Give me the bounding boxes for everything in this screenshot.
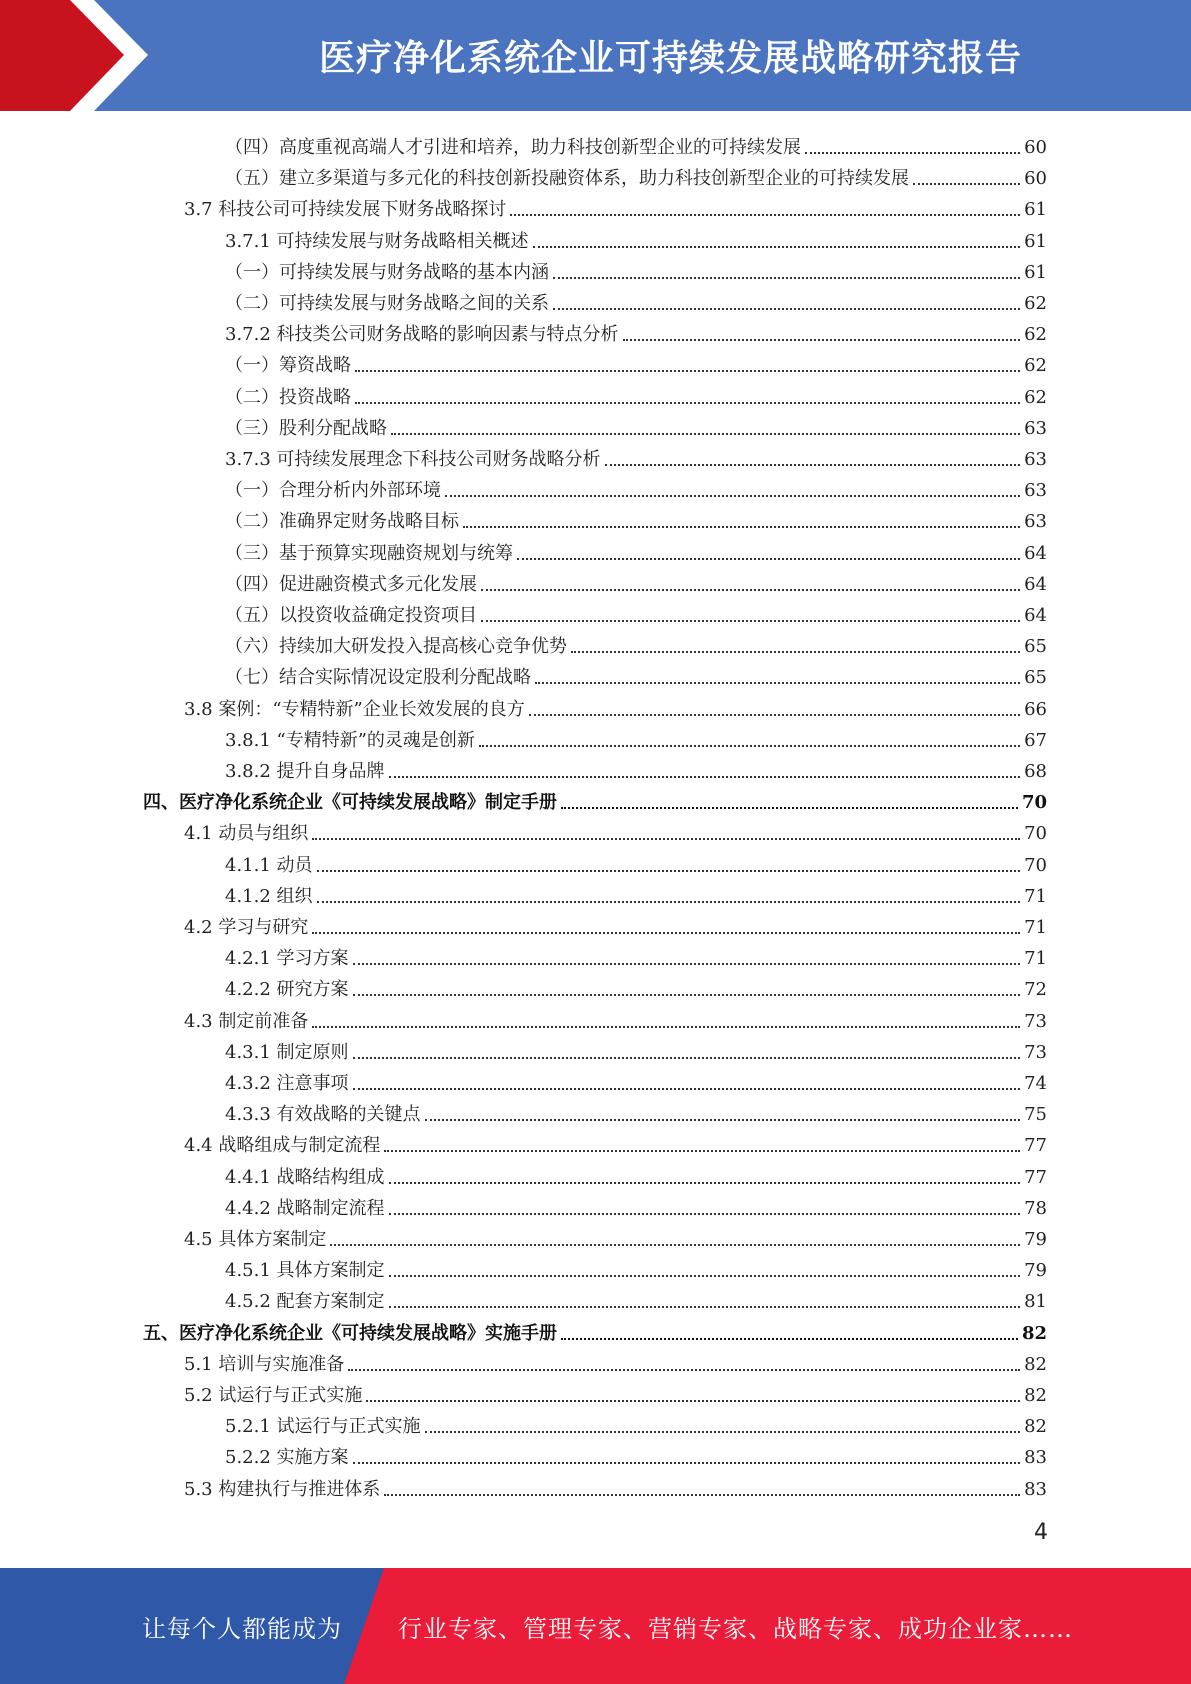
toc-entry-title: 4.3.3 有效战略的关键点 — [225, 1104, 421, 1126]
toc-entry-title: 3.7 科技公司可持续发展下财务战略探讨 — [184, 199, 507, 221]
toc-entry-title: 4.1.2 组织 — [225, 885, 313, 907]
toc-entry[interactable] — [225, 1189, 1047, 1220]
toc-entry[interactable] — [225, 253, 1047, 284]
toc-leader-dots — [355, 401, 1020, 404]
toc-entry-title: 3.8.1 “专精特新”的灵魂是创新 — [225, 729, 475, 751]
toc-entry-title: （一）可持续发展与财务战略的基本内涵 — [225, 261, 549, 283]
toc-entry[interactable] — [225, 440, 1047, 471]
toc-entry[interactable] — [225, 346, 1047, 377]
toc-entry-title: 4.4.1 战略结构组成 — [225, 1166, 385, 1188]
toc-leader-dots — [425, 1430, 1021, 1433]
toc-leader-dots — [389, 1181, 1021, 1184]
toc-leader-dots — [366, 1399, 1020, 1402]
toc-entry-title: （四）促进融资模式多元化发展 — [225, 573, 477, 595]
toc-entry-title: 5.1 培训与实施准备 — [184, 1353, 345, 1375]
toc-leader-dots — [384, 1149, 1020, 1152]
toc-entry[interactable] — [225, 534, 1047, 565]
toc-entry-title: （六）持续加大研发投入提高核心竞争优势 — [225, 636, 567, 658]
toc-entry-page: 64 — [1024, 542, 1047, 564]
toc-leader-dots — [533, 245, 1021, 248]
toc-entry-page: 62 — [1024, 293, 1047, 314]
toc-entry-page: 75 — [1024, 1104, 1047, 1126]
toc-entry[interactable] — [184, 1470, 1047, 1501]
toc-entry-page: 61 — [1024, 199, 1047, 221]
toc-entry[interactable] — [225, 128, 1047, 159]
toc-entry-title: 4.2.1 学习方案 — [225, 948, 349, 970]
toc-entry-page: 77 — [1024, 1135, 1047, 1157]
toc-entry-title: 3.8 案例：“专精特新”企业长效发展的良方 — [184, 698, 525, 720]
toc-leader-dots — [517, 557, 1020, 560]
toc-entry-title: 4.3 制定前准备 — [184, 1010, 309, 1032]
toc-entry[interactable] — [225, 1095, 1047, 1126]
toc-leader-dots — [348, 1368, 1020, 1371]
toc-entry[interactable] — [225, 502, 1047, 533]
report-title: 医疗净化系统企业可持续发展战略研究报告 — [318, 38, 1022, 79]
toc-leader-dots — [623, 338, 1021, 341]
toc-entry-page: 71 — [1024, 885, 1047, 907]
toc-entry-title: 4.2.2 研究方案 — [225, 979, 349, 1001]
toc-leader-dots — [553, 307, 1020, 310]
toc-entry-page: 73 — [1024, 1010, 1047, 1032]
toc-entry-page: 64 — [1024, 605, 1047, 626]
toc-entry[interactable] — [225, 471, 1047, 502]
toc-leader-dots — [312, 1025, 1020, 1028]
toc-entry-title: 五、医疗净化系统企业《可持续发展战略》实施手册 — [143, 1322, 557, 1344]
toc-leader-dots — [389, 1212, 1021, 1215]
toc-leader-dots — [553, 276, 1020, 279]
toc-entry-title: 3.7.2 科技类公司财务战略的影响因素与特点分析 — [225, 324, 619, 346]
toc-entry-title: （一）筹资战略 — [225, 355, 351, 377]
toc-entry[interactable] — [225, 658, 1047, 689]
toc-entry-title: 5.2.2 实施方案 — [225, 1447, 349, 1469]
toc-leader-dots — [571, 650, 1020, 653]
toc-leader-dots — [605, 463, 1021, 466]
toc-leader-dots — [463, 525, 1020, 528]
toc-entry[interactable] — [225, 1438, 1047, 1469]
toc-leader-dots — [561, 806, 1018, 809]
toc-entry-page: 82 — [1024, 1385, 1047, 1406]
toc-entry-title: （五）建立多渠道与多元化的科技创新投融资体系，助力科技创新型企业的可持续发展 — [225, 168, 909, 190]
toc-entry[interactable] — [225, 627, 1047, 658]
toc-entry[interactable] — [225, 970, 1047, 1001]
toc-entry-title: 5.2 试运行与正式实施 — [184, 1385, 363, 1406]
toc-entry-page: 62 — [1024, 324, 1047, 346]
toc-entry-title: 4.5.1 具体方案制定 — [225, 1260, 385, 1282]
page-number: 4 — [1034, 1520, 1048, 1545]
toc-leader-dots — [391, 432, 1020, 435]
footer-slogan-right: 行业专家、管理专家、营销专家、战略专家、成功企业家…… — [398, 1614, 1073, 1643]
toc-entry[interactable] — [225, 159, 1047, 190]
toc-entry-page: 61 — [1024, 230, 1047, 252]
toc-entry[interactable] — [184, 814, 1047, 845]
toc-leader-dots — [529, 713, 1020, 716]
toc-entry-title: 4.5 具体方案制定 — [184, 1229, 327, 1250]
toc-entry[interactable] — [143, 1314, 1047, 1345]
toc-leader-dots — [445, 494, 1020, 497]
toc-entry-title: 4.1.1 动员 — [225, 854, 313, 876]
toc-entry-page: 63 — [1024, 480, 1047, 502]
toc-entry[interactable] — [225, 284, 1047, 315]
toc-entry[interactable] — [225, 877, 1047, 908]
toc-leader-dots — [481, 619, 1020, 622]
toc-leader-dots — [479, 744, 1020, 747]
toc-entry[interactable] — [225, 1033, 1047, 1064]
toc-entry[interactable] — [184, 1126, 1047, 1157]
toc-leader-dots — [353, 1461, 1021, 1464]
toc-entry-page: 60 — [1024, 137, 1047, 158]
toc-leader-dots — [330, 1243, 1020, 1246]
toc-entry-page: 79 — [1024, 1229, 1047, 1250]
toc-leader-dots — [355, 369, 1020, 372]
toc-entry[interactable] — [225, 378, 1047, 409]
toc-entry[interactable] — [184, 690, 1047, 721]
toc-entry-title: 4.2 学习与研究 — [184, 917, 309, 938]
toc-entry-page: 83 — [1024, 1478, 1047, 1500]
toc-entry-title: （五）以投资收益确定投资项目 — [225, 605, 477, 626]
toc-entry-page: 62 — [1024, 386, 1047, 408]
toc-entry-page: 70 — [1021, 792, 1047, 814]
toc-entry[interactable] — [225, 409, 1047, 440]
toc-entry[interactable] — [225, 1407, 1047, 1438]
toc-entry-page: 66 — [1024, 698, 1047, 720]
toc-entry-page: 65 — [1024, 636, 1047, 658]
toc-entry-title: 四、医疗净化系统企业《可持续发展战略》制定手册 — [143, 792, 557, 814]
toc-entry[interactable] — [184, 1345, 1047, 1376]
toc-entry-title: （二）准确界定财务战略目标 — [225, 511, 459, 533]
toc-leader-dots — [317, 900, 1021, 903]
header-arrow-decoration — [0, 0, 148, 111]
toc-entry-title: （三）基于预算实现融资规划与统筹 — [225, 542, 513, 564]
toc-entry-page: 78 — [1024, 1197, 1047, 1219]
toc-leader-dots — [312, 837, 1020, 840]
toc-entry-page: 74 — [1024, 1073, 1047, 1094]
toc-entry[interactable] — [184, 1376, 1047, 1407]
toc-leader-dots — [425, 1118, 1021, 1121]
toc-entry[interactable] — [184, 1220, 1047, 1251]
toc-entry[interactable] — [225, 721, 1047, 752]
toc-leader-dots — [389, 775, 1021, 778]
toc-entry-title: 3.7.3 可持续发展理念下科技公司财务战略分析 — [225, 449, 601, 470]
toc-entry-page: 60 — [1024, 168, 1047, 190]
footer-slogan-left: 让每个人都能成为 — [142, 1614, 342, 1643]
toc-entry-title: 5.2.1 试运行与正式实施 — [225, 1416, 421, 1438]
toc-entry-page: 64 — [1024, 573, 1047, 595]
toc-entry-title: （三）股利分配战略 — [225, 417, 387, 439]
toc-entry-page: 63 — [1024, 449, 1047, 470]
toc-entry-title: 4.3.1 制定原则 — [225, 1041, 349, 1063]
toc-entry-page: 72 — [1024, 979, 1047, 1001]
toc-entry[interactable] — [184, 190, 1047, 221]
toc-entry-title: （七）结合实际情况设定股利分配战略 — [225, 667, 531, 689]
toc-entry[interactable] — [225, 846, 1047, 877]
toc-entry-page: 82 — [1024, 1416, 1047, 1438]
toc-entry[interactable] — [225, 565, 1047, 596]
toc-entry-page: 82 — [1024, 1353, 1047, 1375]
toc-entry[interactable] — [225, 1251, 1047, 1282]
toc-entry[interactable] — [225, 752, 1047, 783]
toc-leader-dots — [913, 182, 1020, 185]
toc-entry-title: 3.8.2 提升自身品牌 — [225, 761, 385, 782]
toc-entry-page: 73 — [1024, 1041, 1047, 1063]
toc-entry-page: 70 — [1024, 854, 1047, 876]
toc-entry-page: 83 — [1024, 1447, 1047, 1469]
toc-leader-dots — [353, 962, 1021, 965]
toc-leader-dots — [353, 993, 1021, 996]
toc-entry-page: 68 — [1024, 761, 1047, 782]
toc-entry[interactable] — [143, 783, 1047, 814]
toc-entry-page: 77 — [1024, 1166, 1047, 1188]
toc-entry-page: 63 — [1024, 417, 1047, 439]
toc-entry-page: 79 — [1024, 1260, 1047, 1282]
toc-leader-dots — [535, 681, 1020, 684]
toc-entry[interactable] — [225, 315, 1047, 346]
toc-entry-title: 3.7.1 可持续发展与财务战略相关概述 — [225, 230, 529, 252]
toc-entry-title: （四）高度重视高端人才引进和培养，助力科技创新型企业的可持续发展 — [225, 137, 801, 158]
toc-entry-page: 63 — [1024, 511, 1047, 533]
toc-entry-page: 67 — [1024, 729, 1047, 751]
toc-entry-page: 65 — [1024, 667, 1047, 689]
toc-leader-dots — [561, 1337, 1018, 1340]
header-banner — [0, 0, 1191, 111]
toc-leader-dots — [353, 1056, 1021, 1059]
toc-entry-page: 81 — [1024, 1291, 1047, 1313]
toc-entry-page: 61 — [1024, 261, 1047, 283]
toc-entry[interactable] — [225, 596, 1047, 627]
toc-leader-dots — [353, 1087, 1021, 1090]
toc-leader-dots — [805, 151, 1020, 154]
toc-entry-page: 71 — [1024, 948, 1047, 970]
toc-entry-title: 4.5.2 配套方案制定 — [225, 1291, 385, 1313]
toc-entry-title: 4.1 动员与组织 — [184, 823, 309, 845]
footer-banner — [0, 1568, 1191, 1684]
toc-entry-page: 71 — [1024, 917, 1047, 938]
toc-leader-dots — [389, 1305, 1021, 1308]
toc-leader-dots — [317, 869, 1021, 872]
toc-entry-title: （二）投资战略 — [225, 386, 351, 408]
toc-entry[interactable] — [225, 939, 1047, 970]
toc-entry[interactable] — [225, 222, 1047, 253]
toc-leader-dots — [389, 1274, 1021, 1277]
toc-entry[interactable] — [184, 908, 1047, 939]
toc-entry-title: 4.4 战略组成与制定流程 — [184, 1135, 381, 1157]
toc-entry-page: 62 — [1024, 355, 1047, 377]
toc-entry[interactable] — [184, 1002, 1047, 1033]
toc-entry-title: 4.3.2 注意事项 — [225, 1073, 349, 1094]
toc-entry-title: （一）合理分析内外部环境 — [225, 480, 441, 502]
toc-entry-page: 82 — [1021, 1322, 1047, 1344]
toc-entry-title: （二）可持续发展与财务战略之间的关系 — [225, 293, 549, 314]
toc-leader-dots — [481, 588, 1020, 591]
toc-leader-dots — [384, 1493, 1020, 1496]
toc-entry-title: 4.4.2 战略制定流程 — [225, 1197, 385, 1219]
toc-entry[interactable] — [225, 1064, 1047, 1095]
toc-entry[interactable] — [225, 1282, 1047, 1313]
toc-entry-title: 5.3 构建执行与推进体系 — [184, 1478, 381, 1500]
toc-leader-dots — [510, 213, 1020, 216]
toc-entry-page: 70 — [1024, 823, 1047, 845]
toc-leader-dots — [312, 931, 1020, 934]
toc-entry[interactable] — [225, 1158, 1047, 1189]
